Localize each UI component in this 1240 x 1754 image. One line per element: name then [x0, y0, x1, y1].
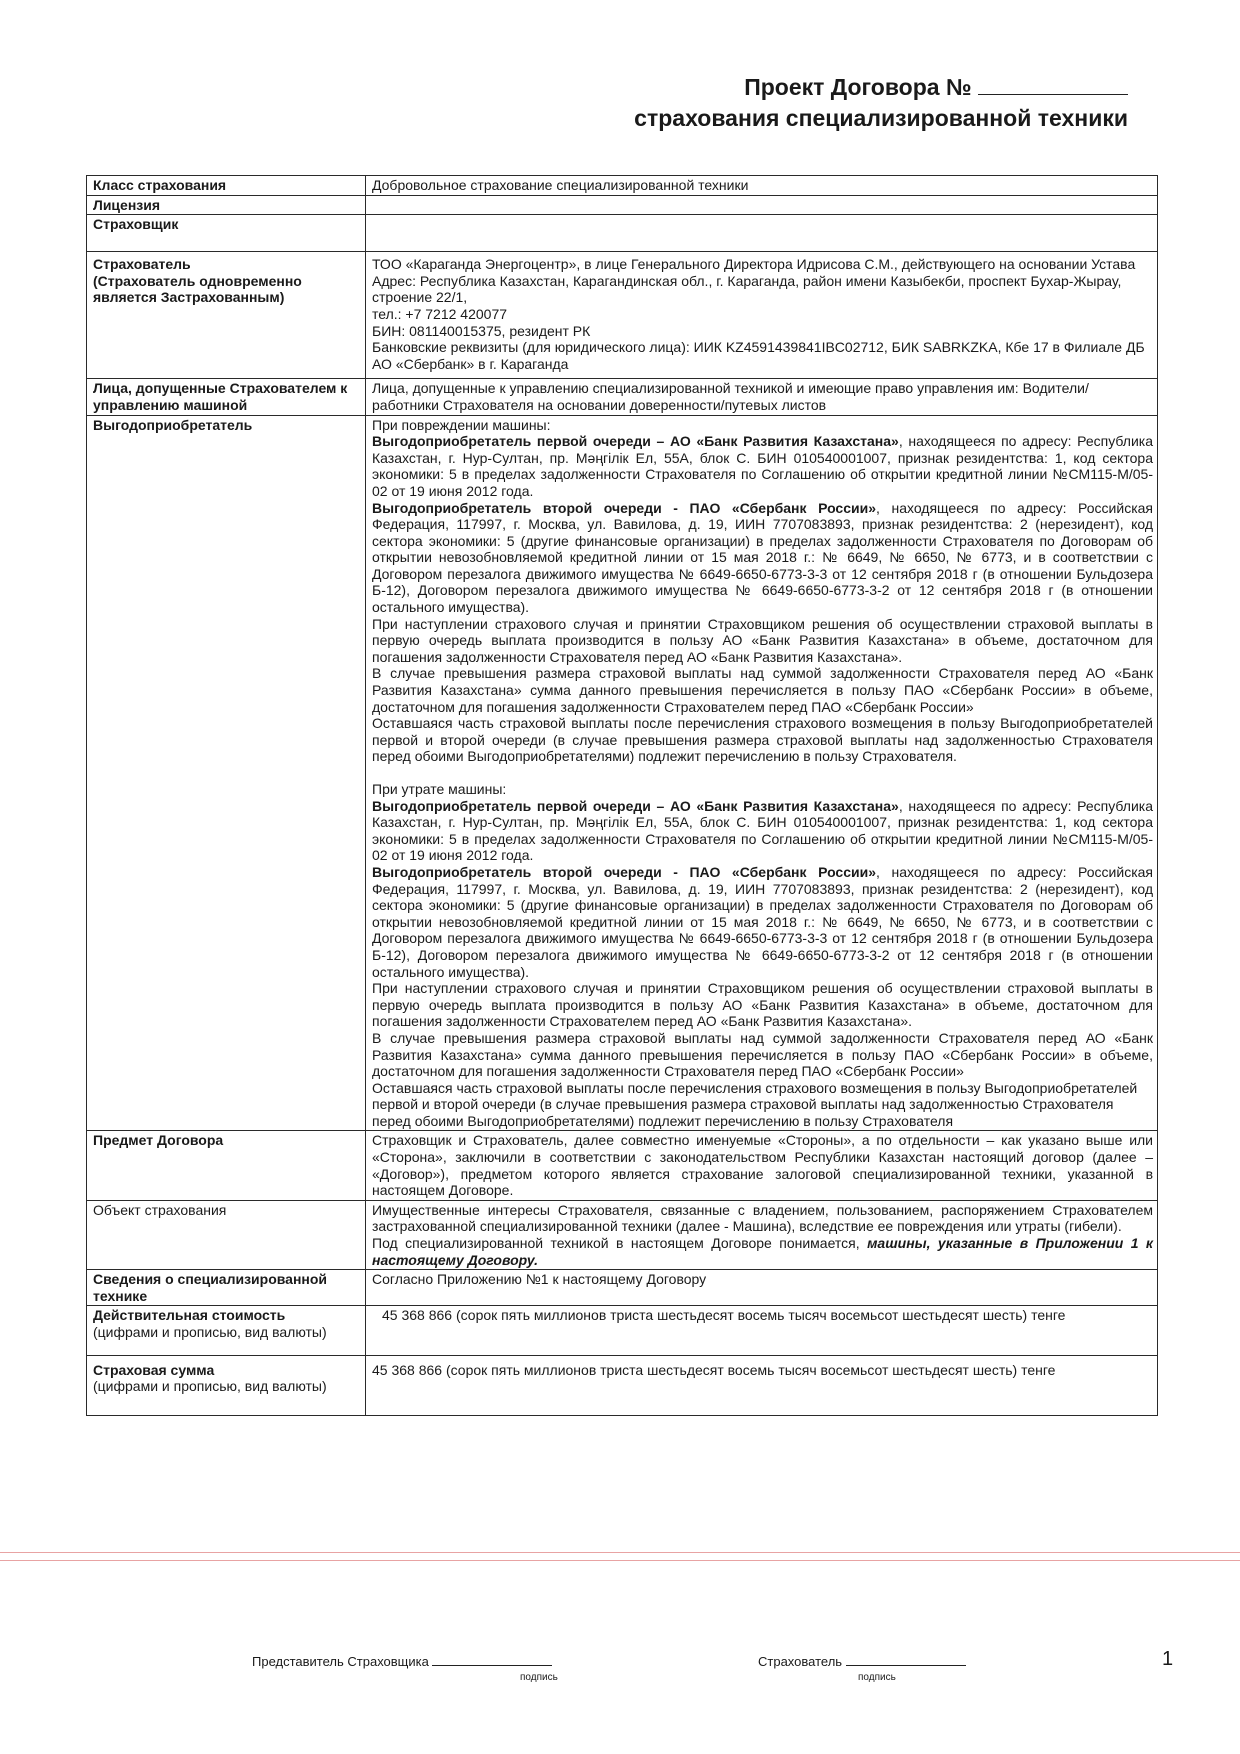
row-actual-value	[87, 1306, 1158, 1355]
contract-table	[86, 175, 1158, 1416]
label-policyholder-line1: Страхователь	[93, 256, 191, 273]
label-contract-subject: Предмет Договора	[87, 1131, 366, 1200]
value-sum-insured: 45 368 866 (сорок пять миллионов триста шестьдесят восемь тысяч восемьсот шестьдесят шесть) тенге	[366, 1355, 1158, 1415]
row-sum-insured	[87, 1355, 1158, 1415]
contract-title: Проект Договора №	[744, 74, 972, 100]
loss-excess-payment: В случае превышения размера страховой выплаты над суммой задолженности Страхователя перед АО «Банк Развития Казахстана» сумма данного превышения перечисляется в пользу ПАО «Сбербанк России» в объеме, достаточном для погашения задолженности Страхователя перед ПАО «Сбербанк России»	[372, 1029, 1153, 1080]
loss-heading: При утрате машины:	[372, 781, 507, 797]
loss-first-name: Выгодоприобретатель первой очереди – АО «Банк Развития Казахстана»	[372, 797, 899, 814]
row-insurer	[87, 215, 1158, 252]
value-policyholder	[366, 252, 1158, 379]
value-insurer	[366, 215, 1158, 252]
object-definition-text: Под специализированной техникой в настоящем Договоре понимается,	[372, 1235, 860, 1252]
loss-first-details: , находящееся по адресу: Республика Казахстан, г. Нур-Султан, пр. Мәңгілік Ел, 55А, блок С. БИН 010540001007, признак резидентства: 1, код сектора экономики: 5 в пределах задолженности Страхователя по Соглашению об открытии кредитной линии №CM115-M/05-02 от 19 июня 2012 года.	[372, 797, 1153, 864]
object-definition	[372, 1235, 1153, 1268]
insurer-signature-block	[252, 1652, 552, 1669]
row-insurance-class	[87, 176, 1158, 196]
value-contract-subject: Страховщик и Страхователь, далее совместно именуемые «Стороны», а по отдельности – как указано выше или «Сторона», заключили в соответствии с законодательством Республики Казахстан настоящий договор (далее – «Договор»), предметом которого является страхование залоговой специализированной техники, указанной в настоящем Договоре.	[366, 1131, 1158, 1200]
label-insurer: Страховщик	[87, 215, 366, 252]
damage-heading: При повреждении машины:	[372, 416, 551, 433]
value-drivers: Лица, допущенные к управлению специализированной техникой и имеющие право управления им: Водители/работники Страхователя на основании доверенности/путевых листов	[366, 379, 1158, 415]
value-beneficiary	[366, 415, 1158, 1131]
label-sum-insured	[87, 1355, 366, 1415]
loss-remaining-payment: Оставшаяся часть страховой выплаты после перечисления страхового возмещения в пользу Выгодоприобретателей первой и второй очереди (в случае превышения размера страховой выплаты над задолженностью Страхователя перед обоими Выгодоприобретателями) подлежит перечислению в пользу Страхователя	[372, 1079, 1138, 1129]
loss-first-beneficiary	[372, 798, 1153, 864]
damage-remaining-payment: Оставшаяся часть страховой выплаты после перечисления страхового возмещения в пользу Выгодоприобретателей первой и второй очереди (в случае превышения размера страховой выплаты над задолженностью Страхователя перед обоими Выгодоприобретателями) подлежит перечислению в пользу Страхователя.	[372, 715, 1153, 765]
damage-second-details: , находящееся по адресу: Российская Федерация, 117997, г. Москва, ул. Вавилова, д. 19, ИИН 7707083893, признак резидентства: 2 (нерезидент), код сектора экономики: 5 (другие финансовые организации) в пределах задолженности Страхователя по Договорам об открытии невозобновляемой кредитной линии от 15 мая 2018 г.: № 6649, № 6650, № 6773, и в соответствии с Договором перезалога движимого имущества № 6649-6650-6773-3-3 от 12 сентября 2018 г (в отношении Бульдозера Б-12), Договором перезалога движимого имущества № 6649-6650-6773-3-2 от 12 сентября 2018 г (в отношении остального имущества).	[372, 499, 1153, 616]
row-drivers	[87, 379, 1158, 415]
policyholder-bin: БИН: 081140015375, резидент РК	[372, 322, 591, 339]
title-line-1	[0, 72, 1128, 103]
label-sum-insured-note: (цифрами и прописью, вид валюты)	[93, 1378, 327, 1395]
insurer-signature-line	[432, 1652, 552, 1666]
damage-first-details: , находящееся по адресу: Республика Казахстан, г. Нур-Султан, пр. Мәңгілік Ел, 55А, блок С. БИН 010540001007, признак резидентства: 1, код сектора экономики: 5 в пределах задолженности Страхователя по Соглашению об открытии кредитной линии №CM115-M/05-02 от 19 июня 2012 года.	[372, 433, 1153, 499]
label-insurance-class: Класс страхования	[87, 176, 366, 196]
row-license	[87, 195, 1158, 215]
row-equipment-info	[87, 1270, 1158, 1306]
damage-excess-payment: В случае превышения размера страховой выплаты над суммой задолженности Страхователя перед АО «Банк Развития Казахстана» сумма данного превышения перечисляется в пользу ПАО «Сбербанк России» в объеме, достаточном для погашения задолженности Страхователем перед ПАО «Сбербанк России»	[372, 665, 1153, 715]
object-interests: Имущественные интересы Страхователя, связанные с владением, пользованием, распоряжением Страхователем застрахованной специализированной техники (далее - Машина), вследствие ее повреждения или утраты (гибели).	[372, 1201, 1153, 1235]
policyholder-address: Адрес: Республика Казахстан, Карагандинская обл., г. Караганда, район имени Казыбекби, проспект Бухар-Жырау, строение 22/1,	[372, 272, 1122, 306]
label-policyholder-line2: (Страхователь одновременно является Застрахованным)	[93, 272, 302, 306]
row-insurance-object	[87, 1200, 1158, 1269]
value-license	[366, 195, 1158, 215]
policyholder-signature-line	[846, 1652, 966, 1666]
row-contract-subject	[87, 1131, 1158, 1200]
label-actual-value-note: (цифрами и прописью, вид валюты)	[93, 1324, 327, 1340]
label-insurance-object: Объект страхования	[87, 1200, 366, 1269]
object-definition-appendix: машины, указанные в Приложении 1 к настоящему Договору.	[372, 1235, 1154, 1268]
policyholder-bank: Банковские реквизиты (для юридического лица): ИИК KZ4591439841IBC02712, БИК SABRKZKA, Кбе 17 в Филиале ДБ АО «Сбербанк» в г. Караганда	[372, 339, 1145, 372]
policyholder-name: ТОО «Караганда Энергоцентр», в лице Генерального Директора Идрисова С.М., действующего на основании Устава	[372, 256, 1136, 273]
label-sum-insured-main: Страховая сумма	[93, 1361, 215, 1378]
value-insurance-object	[366, 1200, 1158, 1269]
damage-second-beneficiary	[372, 500, 1153, 616]
policyholder-phone: тел.: +7 7212 420077	[372, 305, 508, 322]
page-number: 1	[1162, 1648, 1174, 1670]
policyholder-signature-caption: подпись	[858, 1672, 896, 1683]
loss-second-details: , находящееся по адресу: Российская Федерация, 117997, г. Москва, ул. Вавилова, д. 19, ИИН 7707083893, признак резидентства: 2 (нерезидент), код сектора экономики: 5 (другие финансовые организации) в пределах задолженности Страхователя по Договорам об открытии невозобновляемой кредитной линии от 15 мая 2018 г.: № 6649, № 6650, № 6773, и в соответствии с Договором перезалога движимого имущества № 6649-6650-6773-3-3 от 12 сентября 2018 г (в отношении Бульдозера Б-12), Договором перезалога движимого имущества № 6649-6650-6773-3-2 от 12 сентября 2018 г (в отношении остального имущества).	[372, 863, 1153, 980]
insurer-rep-label: Представитель Страховщика	[252, 1654, 429, 1669]
loss-second-name: Выгодоприобретатель второй очереди - ПАО «Сбербанк России»	[372, 863, 877, 880]
damage-first-beneficiary	[372, 433, 1153, 499]
label-policyholder	[87, 252, 366, 379]
section-gap	[372, 765, 1153, 781]
policyholder-signature-block	[758, 1652, 966, 1669]
damage-second-name: Выгодоприобретатель второй очереди - ПАО «Сбербанк России»	[372, 499, 877, 516]
label-drivers: Лица, допущенные Страхователем к управлению машиной	[87, 379, 366, 415]
loss-payment-order: При наступлении страхового случая и принятии Страховщиком решения об осуществлении страховой выплаты в первую очередь выплата производится в пользу АО «Банк Развития Казахстана» в объеме, достаточном для погашения задолженности Страхователем перед АО «Банк Развития Казахстана».	[372, 980, 1153, 1030]
value-insurance-class: Добровольное страхование специализированной техники	[366, 176, 1158, 196]
label-beneficiary: Выгодоприобретатель	[87, 415, 366, 1131]
document-title	[0, 72, 1128, 134]
label-actual-value-main: Действительная стоимость	[93, 1307, 286, 1324]
label-equipment-info: Сведения о специализированной технике	[87, 1270, 366, 1306]
contract-number-blank	[978, 74, 1128, 95]
insurer-signature-caption: подпись	[520, 1672, 558, 1683]
title-line-2: страхования специализированной техники	[634, 105, 1128, 131]
damage-payment-order: При наступлении страхового случая и принятии Страховщиком решения об осуществлении страховой выплаты в первую очередь выплата производится в пользу АО «Банк Развития Казахстана» в объеме, достаточном для погашения задолженности Страхователя перед АО «Банк Развития Казахстана».	[372, 615, 1153, 665]
value-equipment-info: Согласно Приложению №1 к настоящему Договору	[366, 1270, 1158, 1306]
label-actual-value	[87, 1306, 366, 1355]
row-policyholder	[87, 252, 1158, 379]
policyholder-label: Страхователь	[758, 1654, 843, 1669]
damage-first-name: Выгодоприобретатель первой очереди – АО «Банк Развития Казахстана»	[372, 433, 899, 450]
row-beneficiary	[87, 415, 1158, 1131]
value-actual-value: 45 368 866 (сорок пять миллионов триста шестьдесят восемь тысяч восемьсот шестьдесят шесть) тенге	[366, 1306, 1158, 1355]
scan-margin-line	[0, 1552, 1240, 1553]
label-license: Лицензия	[87, 195, 366, 215]
scan-margin-line	[0, 1560, 1240, 1561]
loss-second-beneficiary	[372, 864, 1153, 980]
